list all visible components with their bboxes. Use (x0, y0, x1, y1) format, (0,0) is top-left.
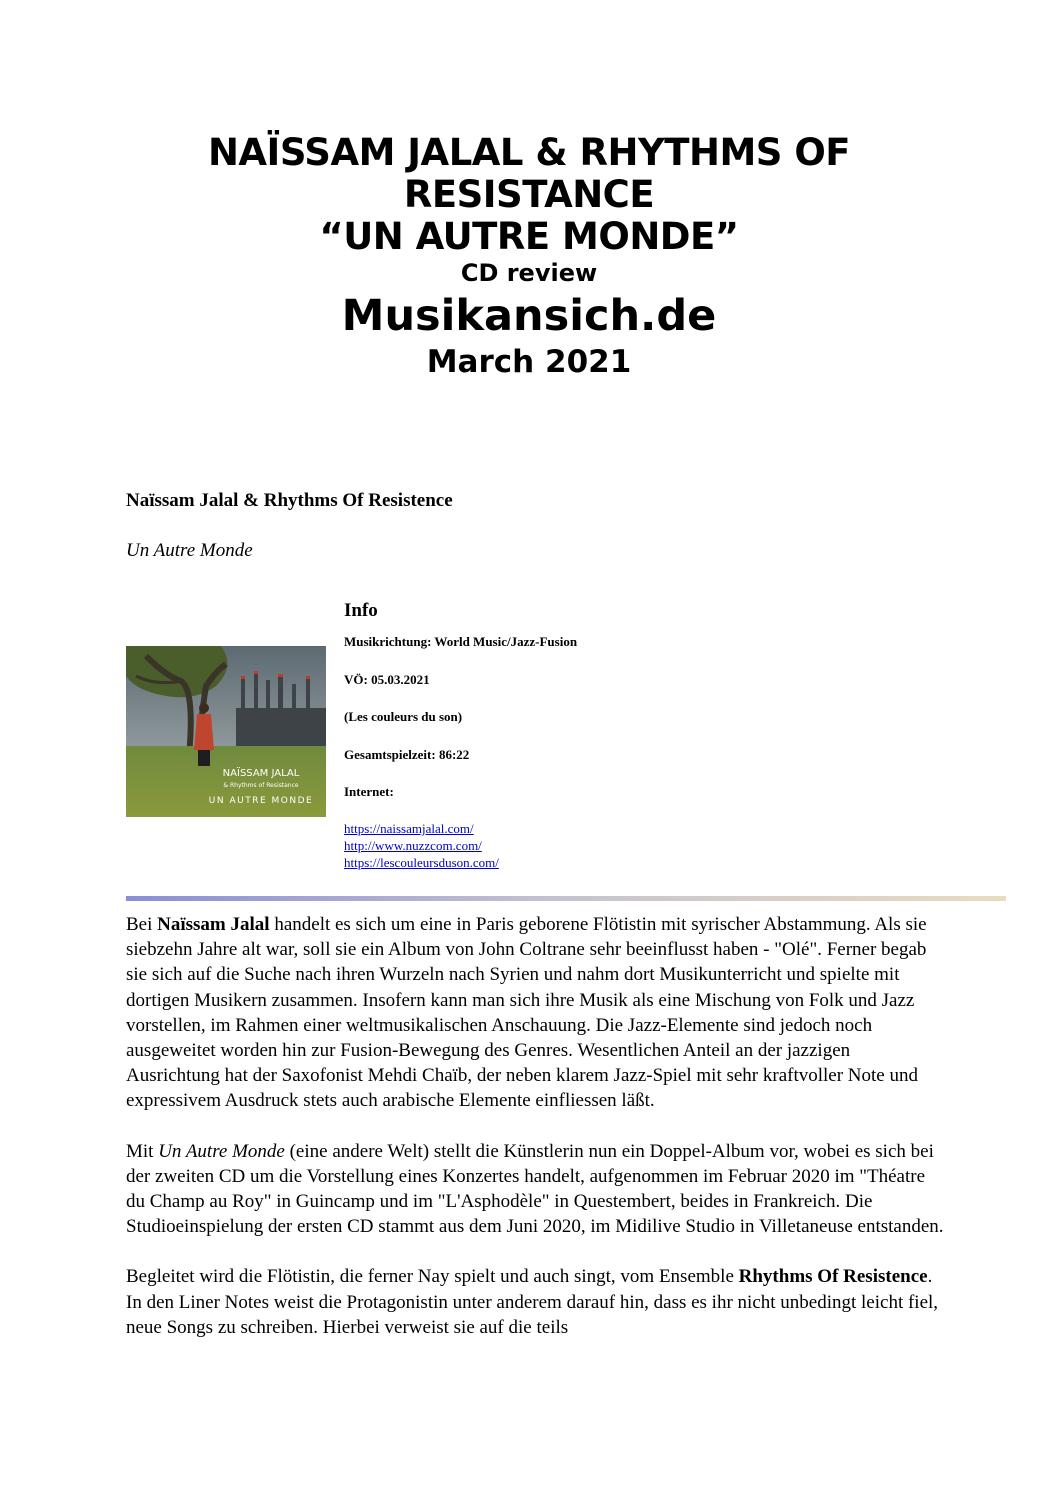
p3-after: . In den Liner Notes weist die Protagonistin unter anderem darauf hin, dass es ihr nicht unbedingt leicht fiel, neue Songs zu schreiben. Hierbei verweist sie auf die teils (126, 1266, 939, 1338)
album-cover-image (126, 646, 326, 817)
info-label: (Les couleurs du son) (344, 709, 463, 724)
p2-before: Mit (126, 1140, 159, 1162)
site-name: Musikansich.de (341, 291, 717, 341)
info-links (344, 820, 844, 871)
subtitle: CD review (460, 259, 598, 287)
cover-artist-text: NAÏSSAM JALAL (222, 768, 300, 779)
p1-artist-name: Naïssam Jalal (157, 914, 270, 935)
divider-rule (126, 896, 1006, 901)
paragraph-2 (126, 1139, 946, 1240)
link-naissamjalal[interactable]: https://naissamjalal.com/ (344, 821, 474, 836)
info-internet-label: Internet: (344, 784, 394, 799)
review-artist: Naïssam Jalal & Rhythms Of Resistence (126, 490, 453, 511)
title-line-2: RESISTANCE (403, 173, 655, 216)
paragraph-3 (126, 1264, 946, 1340)
cover-band-text: & Rhythms of Resistance (223, 782, 299, 789)
document-header (0, 132, 1058, 382)
info-release: VÖ: 05.03.2021 (344, 671, 430, 687)
publication-date: March 2021 (426, 344, 632, 380)
p2-album-title: Un Autre Monde (158, 1140, 285, 1162)
link-lescouleursduson[interactable]: https://lescouleursduson.com/ (344, 855, 499, 870)
p3-before: Begleitet wird die Flötistin, die ferner Nay spielt und auch singt, vom Ensemble (126, 1266, 739, 1288)
p1-after: handelt es sich um eine in Paris geborene Flötistin mit syrischer Abstammung. Als sie siebzehn Jahre alt war, soll sie ein Album von John Coltrane sehr beeinflusst haben - "Olé". Ferner begab sie sich auf die Suche nach ihren Wurzeln nach Syrien und nahm dort Musikunterricht und spielte mit dortigen Musikern zusammen. Insofern kann man sich ihre Musik als eine Mischung von Folk und Jazz vorstellen, im Rahmen einer weltmusikalischen Anschauung. Die Jazz-Elemente sind jedoch noch ausgeweitet worden hin zur Fusion-Bewegung des Genres. Wesentlichen Anteil an der jazzigen Ausrichtung hat der Saxofonist Mehdi Chaïb, der neben klarem Jazz-Spiel mit sehr kraftvoller Note und expressivem Ausdruck stets auch arabische Elemente einfliessen läßt. (126, 914, 927, 1112)
info-box (344, 600, 844, 871)
paragraph-1 (126, 912, 946, 1114)
title-line-1: NAÏSSAM JALAL & RHYTHMS OF (207, 131, 851, 174)
p1-before: Bei (126, 914, 158, 935)
info-genre: Musikrichtung: World Music/Jazz-Fusion (344, 634, 578, 649)
info-title: Info (344, 600, 378, 621)
review-album: Un Autre Monde (126, 540, 253, 561)
title-line-3: “UN AUTRE MONDE” (319, 215, 739, 258)
link-nuzzcom[interactable]: http://www.nuzzcom.com/ (344, 838, 482, 853)
p3-ensemble-name: Rhythms Of Resistence (738, 1266, 928, 1288)
review-body (126, 912, 946, 1365)
p2-after: (eine andere Welt) stellt die Künstlerin nun ein Doppel-Album vor, wobei es sich bei der zweiten CD um die Vorstellung eines Konzertes handelt, aufgenommen im Februar 2020 im "Théatre du Champ au Roy" in Guincamp und im "L'Asphodèle" in Questembert, beides in Frankreich. Die Studioeinspielung der ersten CD stammt aus dem Juni 2020, im Midilive Studio in Villetaneuse entstanden. (126, 1140, 944, 1238)
info-runtime: Gesamtspielzeit: 86:22 (344, 746, 470, 762)
cover-album-text: UN AUTRE MONDE (208, 796, 314, 806)
